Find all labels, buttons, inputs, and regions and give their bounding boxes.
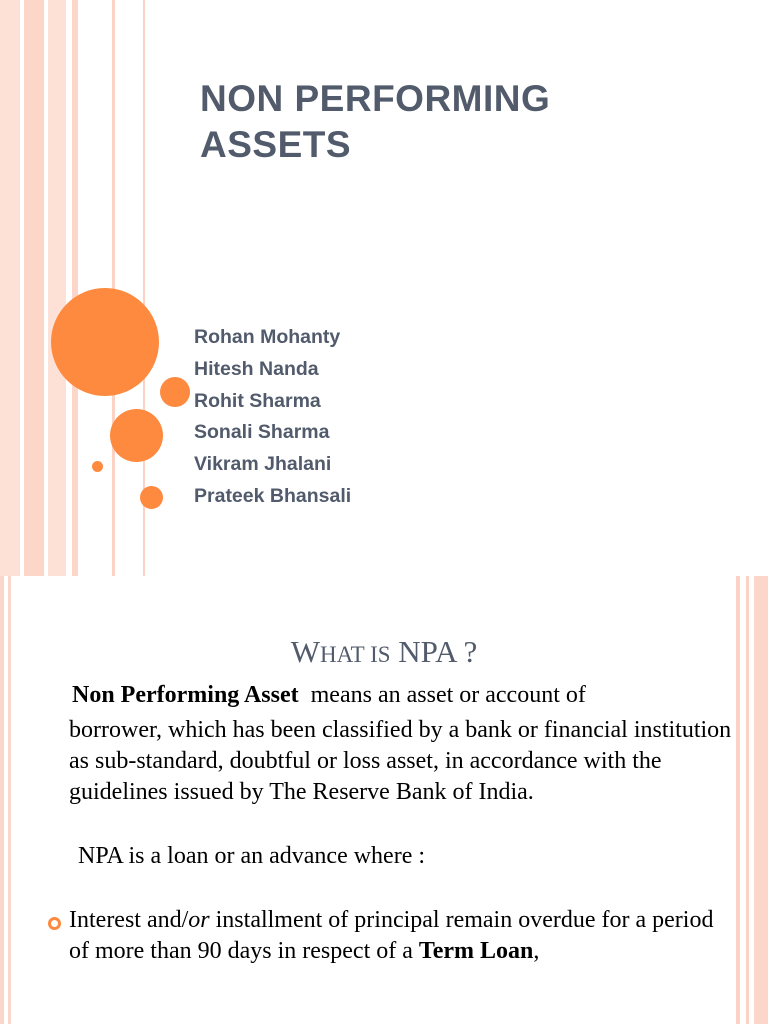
slide-title (0, 632, 768, 675)
definition-first-line (69, 680, 734, 715)
title-small-caps: HAT IS (320, 642, 391, 667)
circle-decoration-large (51, 288, 159, 396)
content-slide (0, 576, 768, 1024)
author-name: Prateek Bhansali (194, 484, 352, 507)
left-stripe-band (0, 0, 20, 576)
hollow-circle-bullet-icon (48, 917, 61, 930)
title-acronym: NPA ? (398, 634, 478, 669)
circle-decoration-tiny (92, 461, 103, 472)
left-stripe-band (72, 0, 78, 576)
left-stripe-band (24, 0, 44, 576)
definition-line1-text: means an asset or account of (310, 682, 586, 708)
circle-decoration-small (160, 377, 190, 407)
author-name: Rohan Mohanty (194, 326, 341, 348)
bullet-text-end: , (533, 938, 540, 964)
author-name: Rohit Sharma (194, 389, 321, 412)
author-name: Vikram Jhalani (194, 453, 332, 476)
presentation-title (200, 76, 720, 168)
slide-body (69, 680, 734, 967)
bullet-text-part1: Interest and/ (69, 907, 189, 933)
title-first-letter: W (290, 634, 321, 669)
circle-decoration-medium (110, 409, 163, 462)
author-list (194, 322, 351, 513)
title-line-2: ASSETS (200, 124, 352, 165)
npa-intro: NPA is a loan or an advance where : (78, 843, 426, 869)
definition-term: Non Performing Asset (72, 682, 299, 708)
bullet-text-or: or (188, 907, 210, 933)
author-name: Sonali Sharma (194, 421, 330, 444)
title-line-1: NON PERFORMING (200, 78, 551, 119)
left-stripe-band (48, 0, 66, 576)
definition-text: borrower, which has been classified by a bank or financial institution as sub-standard, doubtful or loss asset, in accordance with the guidelines issued by The Reserve Bank of India. (69, 717, 732, 805)
author-name: Hitesh Nanda (194, 357, 319, 380)
bullet-text-part2: installment of principal remain overdue for a period of more than 90 days in respect of a (69, 907, 714, 964)
bullet-term-loan: Term Loan (418, 938, 534, 964)
circle-decoration-small (140, 486, 163, 509)
bullet-item (69, 905, 734, 967)
